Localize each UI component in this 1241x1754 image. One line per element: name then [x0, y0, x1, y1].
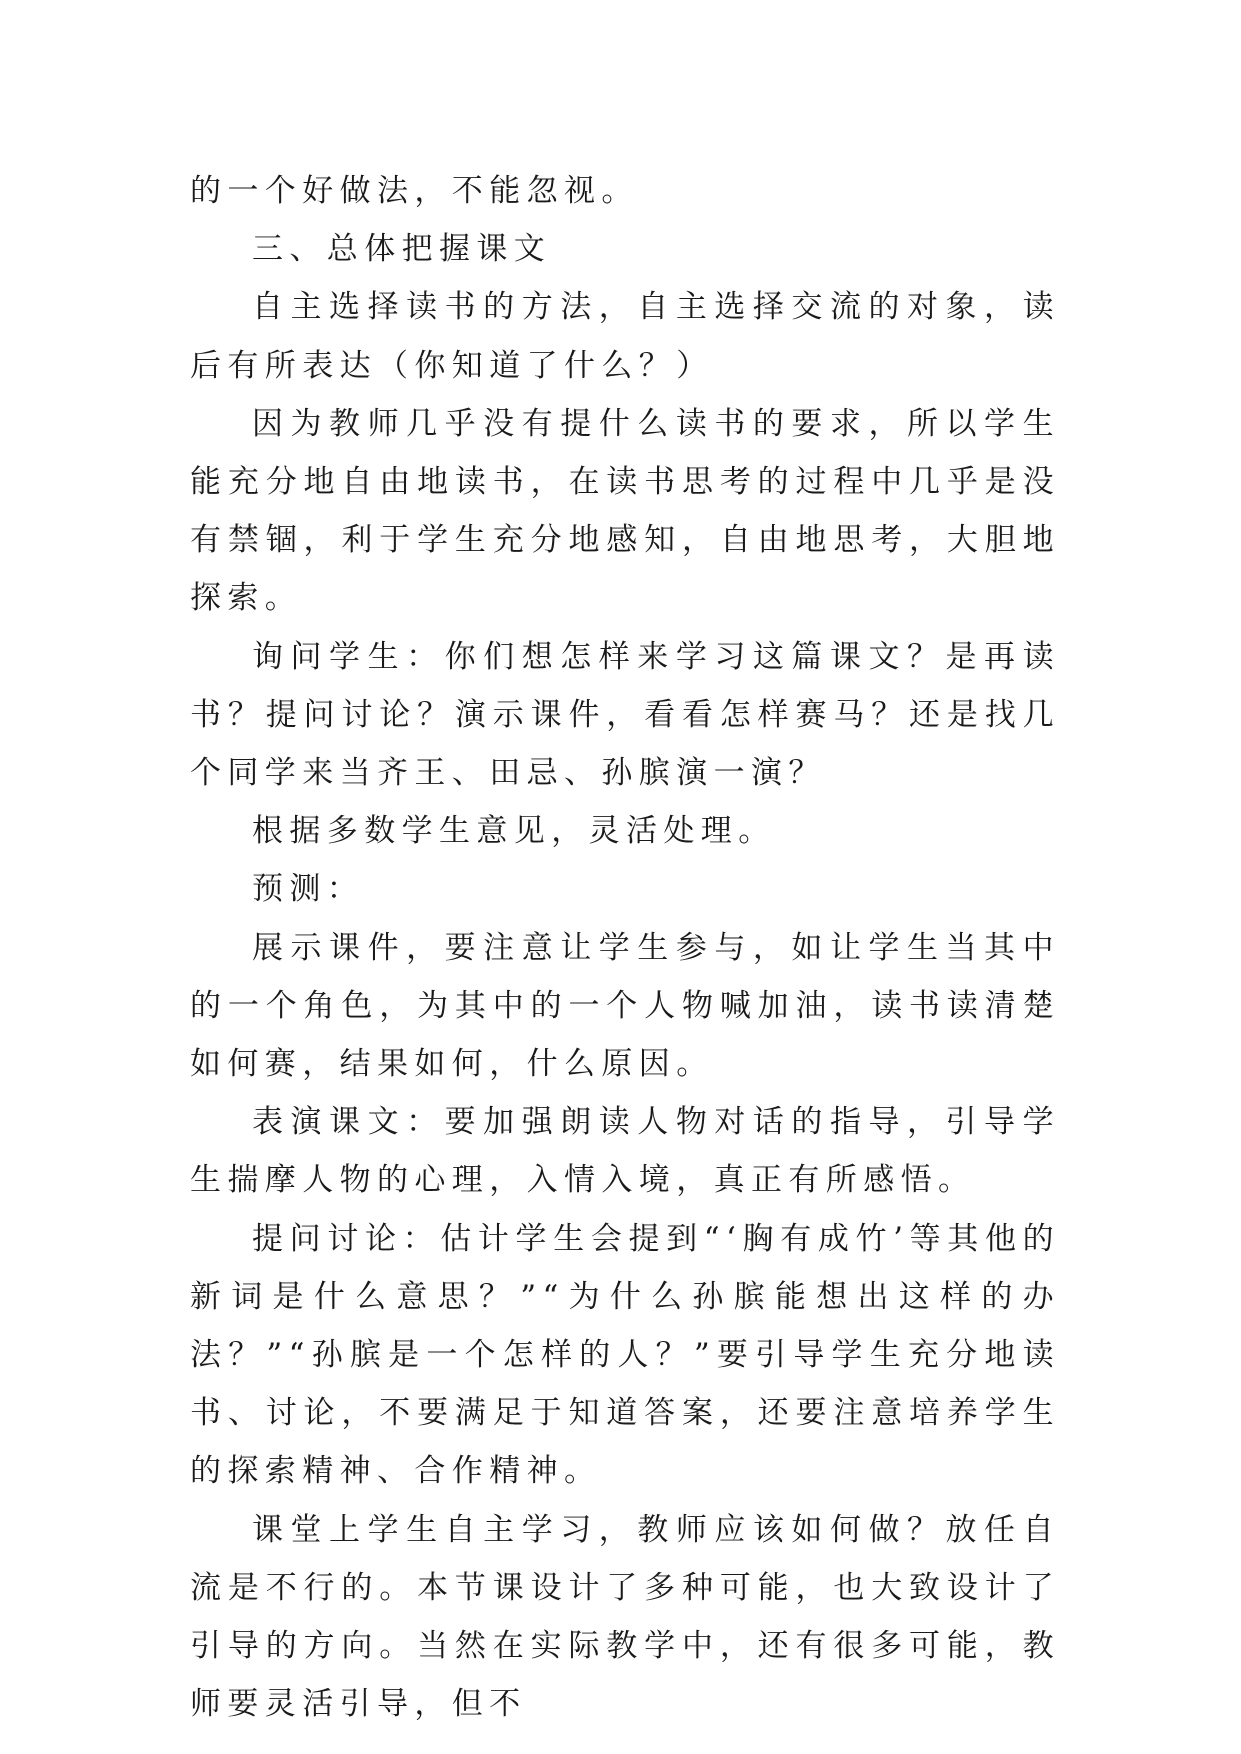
paragraph: 展示课件，要注意让学生参与，如让学生当其中的一个角色，为其中的一个人物喊加油，读书读清楚如何赛，结果如何，什么原因。 — [190, 929, 1060, 1083]
body-text — [190, 162, 1060, 1733]
paragraph: 询问学生：你们想怎样来学习这篇课文？是再读书？提问讨论？演示课件，看看怎样赛马？还是找几个同学来当齐王、田忌、孙膑演一演？ — [190, 638, 1060, 792]
paragraph: 提问讨论：估计学生会提到“‘胸有成竹’等其他的新词是什么意思？”“为什么孙膑能想出这样的办法？”“孙膑是一个怎样的人？”要引导学生充分地读书、讨论，不要满足于知道答案，还要注意培养学生的探索精神、合作精神。 — [190, 1220, 1060, 1490]
paragraph: 因为教师几乎没有提什么读书的要求，所以学生能充分地自由地读书，在读书思考的过程中几乎是没有禁锢，利于学生充分地感知，自由地思考，大胆地探索。 — [190, 405, 1060, 617]
paragraph-continuation: 的一个好做法，不能忽视。 — [190, 173, 639, 209]
paragraph: 根据多数学生意见，灵活处理。 — [252, 813, 776, 850]
paragraph: 预测： — [252, 871, 365, 908]
section-heading: 三、总体把握课文 — [252, 231, 552, 268]
paragraph: 表演课文：要加强朗读人物对话的指导，引导学生揣摩人物的心理，入情入境，真正有所感悟。 — [190, 1104, 1060, 1199]
paragraph: 课堂上学生自主学习，教师应该如何做？放任自流是不行的。本节课设计了多种可能，也大致设计了引导的方向。当然在实际教学中，还有很多可能，教师要灵活引导，但不 — [190, 1511, 1060, 1723]
paragraph: 自主选择读书的方法，自主选择交流的对象，读后有所表达（你知道了什么？） — [190, 289, 1060, 384]
